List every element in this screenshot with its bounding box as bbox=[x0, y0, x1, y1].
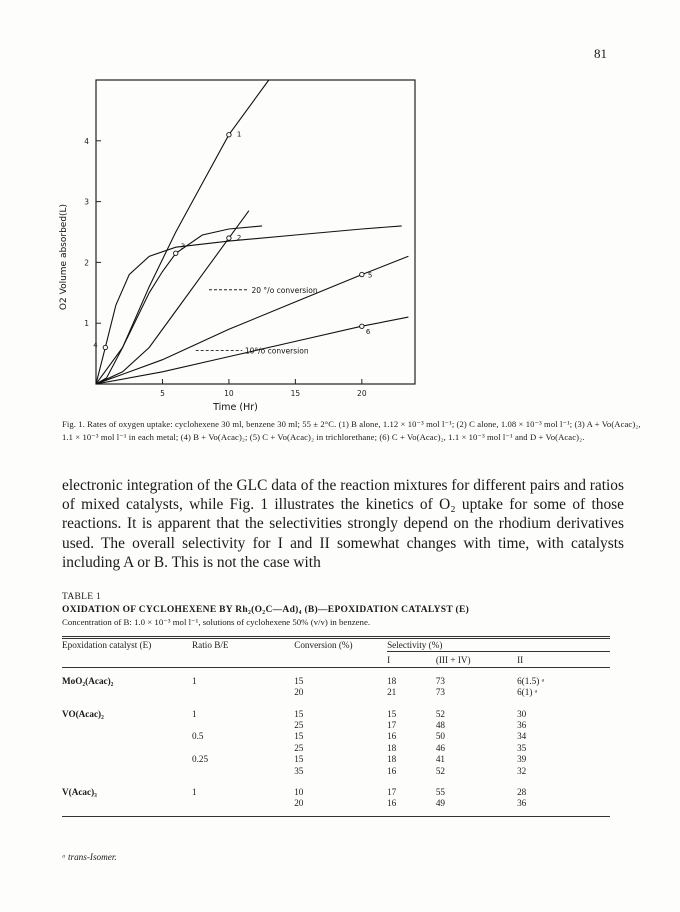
table-cell-ratio bbox=[192, 743, 294, 754]
annotations bbox=[196, 286, 318, 356]
table-cell-i: 15 bbox=[387, 708, 397, 719]
table-cell-catalyst bbox=[62, 687, 192, 698]
table-row bbox=[62, 743, 610, 754]
table-cell-conversion: 20 bbox=[294, 798, 304, 809]
table-cell-catalyst bbox=[62, 731, 192, 742]
table-cell-iii-iv: 49 bbox=[435, 798, 445, 809]
curve-label: 3 bbox=[180, 242, 186, 251]
curve-1 bbox=[96, 80, 269, 384]
table-cell-conversion: 15 bbox=[294, 731, 304, 742]
page-number: 81 bbox=[594, 46, 607, 61]
table-cell-catalyst bbox=[62, 798, 192, 809]
table-cell-ii: 34 bbox=[517, 731, 527, 742]
table-cell-catalyst bbox=[62, 720, 192, 731]
table-subtitle: Concentration of B: 1.0 × 10⁻³ mol l⁻¹, solutions of cyclohexene 50% (v/v) in benzene. bbox=[62, 617, 371, 627]
table-row bbox=[62, 777, 610, 798]
table-cell-catalyst: V(Acac)₃ bbox=[62, 787, 97, 798]
curve-marker bbox=[227, 236, 231, 240]
curve-marker bbox=[103, 345, 107, 349]
curve-marker bbox=[360, 324, 364, 328]
table-cell-i: 18 bbox=[387, 754, 397, 765]
curves bbox=[93, 80, 408, 384]
header-catalyst: Epoxidation catalyst (E) bbox=[62, 640, 152, 650]
table-cell-i: 16 bbox=[387, 731, 397, 742]
table-top-rule-2 bbox=[62, 638, 610, 639]
table-row bbox=[62, 798, 610, 809]
table-cell-ratio bbox=[192, 720, 294, 731]
table-cell-iii-iv: 55 bbox=[435, 787, 445, 798]
x-axis-label: Time (Hr) bbox=[213, 402, 258, 413]
curve-label: 6 bbox=[365, 328, 371, 337]
table-cell-ratio: 1 bbox=[192, 708, 197, 719]
table-cell-ratio bbox=[192, 766, 294, 777]
body-paragraph: electronic integration of the GLC data of the reaction mixtures for different pairs and ratios of mixed catalysts, while Fig. 1 illustrates the kinetics of O₂ uptake for some of those reactions. It is apparent that the selectivities strongly depend on the rhodium derivatives used. The overall selectivity for I and II somewhat changes with time, with catalysts including A or B. This is not the case with bbox=[62, 477, 624, 571]
table-cell-conversion: 10 bbox=[294, 787, 304, 798]
table-cell-catalyst bbox=[62, 754, 192, 765]
table-cell-conversion: 35 bbox=[294, 765, 304, 776]
table-row bbox=[62, 676, 610, 687]
table-row bbox=[62, 699, 610, 720]
table-cell-conversion: 25 bbox=[294, 720, 304, 731]
table-cell-ratio bbox=[192, 687, 294, 698]
oxygen-uptake-chart bbox=[40, 72, 440, 417]
table-row bbox=[62, 720, 610, 731]
table-cell-ii: 36 bbox=[517, 798, 527, 809]
table-cell-iii-iv: 73 bbox=[435, 687, 445, 698]
table-cell-ii: 32 bbox=[517, 765, 527, 776]
table-cell-iii-iv: 48 bbox=[435, 720, 445, 731]
y-tick-label: 1 bbox=[84, 319, 89, 329]
table-cell-ii: 28 bbox=[517, 787, 527, 798]
plot-frame bbox=[96, 80, 415, 384]
table-cell-ii: 35 bbox=[517, 742, 527, 753]
curve-3 bbox=[96, 226, 262, 384]
table-cell-ratio: 0.25 bbox=[192, 754, 209, 765]
curve-label: 2 bbox=[236, 234, 242, 243]
curve-marker bbox=[227, 133, 231, 137]
table-cell-catalyst bbox=[62, 766, 192, 777]
y-tick-label: 2 bbox=[84, 258, 89, 268]
table-cell-i: 17 bbox=[387, 720, 397, 731]
table-row bbox=[62, 687, 610, 698]
header-selectivity: Selectivity (%) bbox=[387, 640, 443, 650]
table-cell-conversion: 20 bbox=[294, 687, 304, 698]
table-body bbox=[62, 676, 610, 810]
x-tick-label: 5 bbox=[160, 389, 165, 398]
table-cell-conversion: 15 bbox=[294, 675, 304, 686]
table-cell-catalyst: MoO₂(Acac)₂ bbox=[62, 675, 114, 686]
y-tick-label: 4 bbox=[84, 136, 89, 146]
curve-4 bbox=[96, 226, 402, 384]
table-label: TABLE 1 bbox=[62, 592, 102, 602]
table-cell-ii: 6(1) ᵃ bbox=[517, 687, 538, 698]
header-sel-II: II bbox=[517, 652, 610, 667]
table-footnote: ᵃ trans-Isomer. bbox=[62, 852, 117, 862]
curve-label: 1 bbox=[236, 130, 242, 139]
conversion-20-label: 20 °/o conversion bbox=[251, 285, 318, 295]
plot-border bbox=[96, 80, 415, 384]
table-cell-catalyst: VO(Acac)₂ bbox=[62, 708, 104, 719]
table-cell-ratio: 1 bbox=[192, 787, 197, 798]
table-top-rule bbox=[62, 636, 610, 637]
table-cell-ratio bbox=[192, 798, 294, 809]
curve-label: 4 bbox=[93, 341, 98, 350]
table-cell-iii-iv: 41 bbox=[435, 754, 445, 765]
table-title: OXIDATION OF CYCLOHEXENE BY Rh₂(O₂C—Ad)₄ (B)—EPOXIDATION CATALYST (E) bbox=[62, 605, 470, 615]
table-cell-ratio: 1 bbox=[192, 675, 197, 686]
header-sel-I: I bbox=[387, 652, 436, 667]
table-cell-ii: 30 bbox=[517, 708, 527, 719]
table-cell-iii-iv: 46 bbox=[435, 742, 445, 753]
table-cell-conversion: 25 bbox=[294, 742, 304, 753]
table-cell-i: 21 bbox=[387, 687, 397, 698]
table-row bbox=[62, 766, 610, 777]
table-cell-ratio: 0.5 bbox=[192, 731, 204, 742]
table-cell-conversion: 15 bbox=[294, 708, 304, 719]
x-tick-label: 20 bbox=[357, 389, 367, 398]
table-cell-ii: 36 bbox=[517, 720, 527, 731]
table-cell-i: 17 bbox=[387, 787, 397, 798]
curve-label: 5 bbox=[367, 271, 373, 280]
table-row bbox=[62, 731, 610, 742]
table-cell-ii: 39 bbox=[517, 754, 527, 765]
table-cell-iii-iv: 73 bbox=[435, 675, 445, 686]
data-table bbox=[62, 640, 610, 817]
header-conversion: Conversion (%) bbox=[294, 640, 353, 650]
y-axis-label: O2 Volume absorbed(L) bbox=[59, 203, 69, 311]
y-tick-label: 3 bbox=[84, 197, 89, 207]
table-row bbox=[62, 754, 610, 765]
table-cell-i: 18 bbox=[387, 742, 397, 753]
figure-caption: Fig. 1. Rates of oxygen uptake: cyclohexene 30 ml, benzene 30 ml; 55 ± 2°C. (1) B alone, 1.12 × 10⁻³ mol l⁻¹; (2) C alone, 1.08 × 10⁻³ mol l⁻¹; (3) A + Vo(Acac)₂, 1.1 × 10⁻³ mol l⁻¹ in each metal; (4) B + Vo(Acac)₂; (5) C + Vo(Acac)₂ in trichlorethane; (6) C + Vo(Acac)₂, 1.1 × 10⁻³ mol l⁻¹ and D + Vo(Acac)₂. bbox=[62, 419, 641, 442]
header-ratio: Ratio B/E bbox=[192, 640, 229, 650]
table-cell-i: 18 bbox=[387, 675, 397, 686]
table-cell-i: 16 bbox=[387, 765, 397, 776]
table-cell-iii-iv: 52 bbox=[435, 708, 445, 719]
x-tick-label: 10 bbox=[224, 389, 234, 398]
table-cell-catalyst bbox=[62, 743, 192, 754]
table-cell-conversion: 15 bbox=[294, 754, 304, 765]
curve-marker bbox=[174, 251, 178, 255]
table-cell-iii-iv: 50 bbox=[435, 731, 445, 742]
x-tick-label: 15 bbox=[290, 389, 301, 398]
table-cell-i: 16 bbox=[387, 798, 397, 809]
header-sel-III-IV: (III + IV) bbox=[436, 652, 517, 667]
table-cell-iii-iv: 52 bbox=[435, 765, 445, 776]
conversion-10-label: 10°/o conversion bbox=[244, 346, 309, 356]
table-cell-ii: 6(1.5) ᵃ bbox=[517, 675, 545, 686]
curve-marker bbox=[360, 272, 364, 276]
